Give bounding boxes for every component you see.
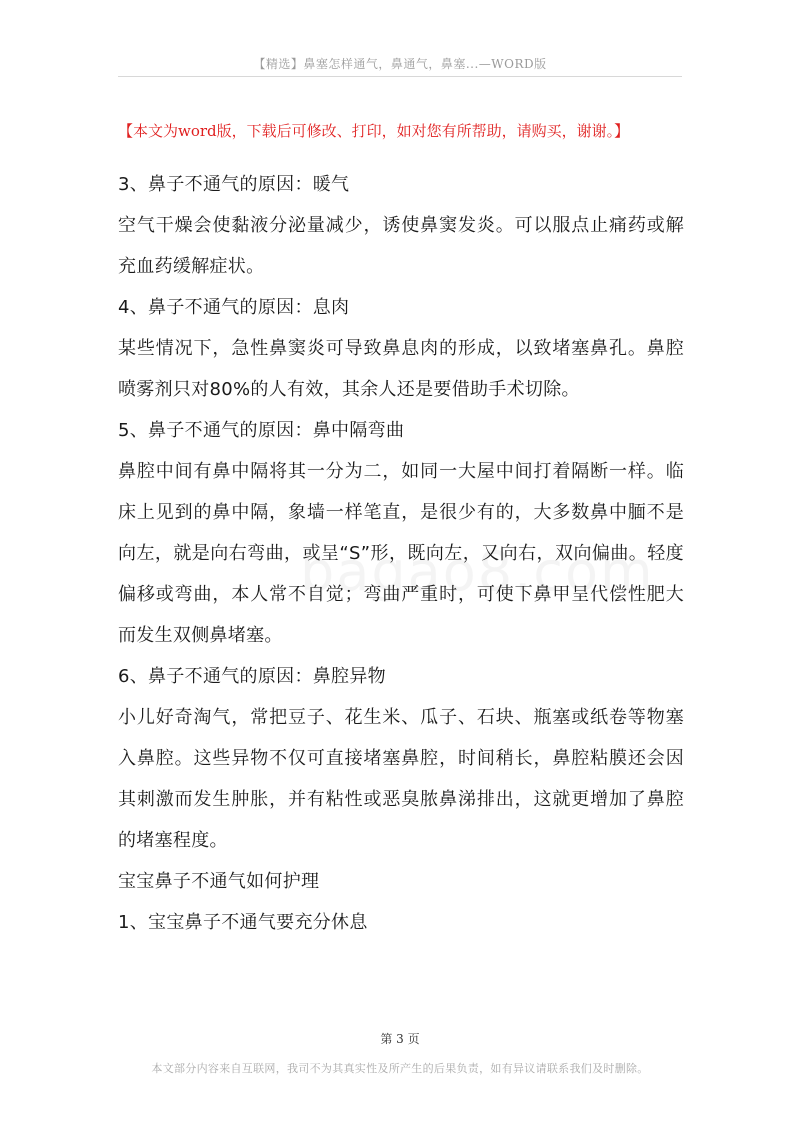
section-heading: 4、鼻子不通气的原因：息肉 <box>118 297 350 318</box>
page-header: 【精选】鼻塞怎样通气，鼻通气，鼻塞...—WORD版 <box>253 57 547 71</box>
paragraph: 某些情况下，急性鼻窦炎可导致鼻息肉的形成，以致堵塞鼻孔。鼻腔喷雾剂只对80%的人有效，其余人还是要借助手术切除。 <box>118 338 684 400</box>
section-heading: 5、鼻子不通气的原因：鼻中隔弯曲 <box>118 420 405 441</box>
header-divider <box>118 76 682 77</box>
section-heading: 宝宝鼻子不通气如何护理 <box>118 871 320 892</box>
paragraph: 小儿好奇淘气，常把豆子、花生米、瓜子、石块、瓶塞或纸卷等物塞入鼻腔。这些异物不仅可直接堵塞鼻腔，时间稍长，鼻腔粘膜还会因其刺激而发生肿胀，并有粘性或恶臭脓鼻涕排出，这就更增加了鼻腔的堵塞程度。 <box>118 707 684 851</box>
page-number: 第 3 页 <box>380 1032 420 1046</box>
notice-banner: 【本文为word版，下载后可修改、打印，如对您有所帮助，请购买，谢谢。】 <box>118 122 630 140</box>
footer-disclaimer: 本文部分内容来自互联网，我司不为其真实性及所产生的后果负责，如有异议请联系我们及时删除。 <box>151 1062 649 1075</box>
section-heading: 1、宝宝鼻子不通气要充分休息 <box>118 912 368 933</box>
paragraph: 空气干燥会使黏液分泌量减少，诱使鼻窦发炎。可以服点止痛药或解充血药缓解症状。 <box>118 215 684 277</box>
document-body <box>118 164 684 943</box>
paragraph: 鼻腔中间有鼻中隔将其一分为二，如同一大屋中间打着隔断一样。临床上见到的鼻中隔，象墙一样笔直，是很少有的，大多数鼻中腼不是向左，就是向右弯曲，或呈“S”形，既向左，又向右，双向偏曲。轻度偏移或弯曲，本人常不自觉；弯曲严重时，可使下鼻甲呈代偿性肥大而发生双侧鼻堵塞。 <box>118 461 684 646</box>
section-heading: 6、鼻子不通气的原因：鼻腔异物 <box>118 666 386 687</box>
section-heading: 3、鼻子不通气的原因：暖气 <box>118 174 350 195</box>
